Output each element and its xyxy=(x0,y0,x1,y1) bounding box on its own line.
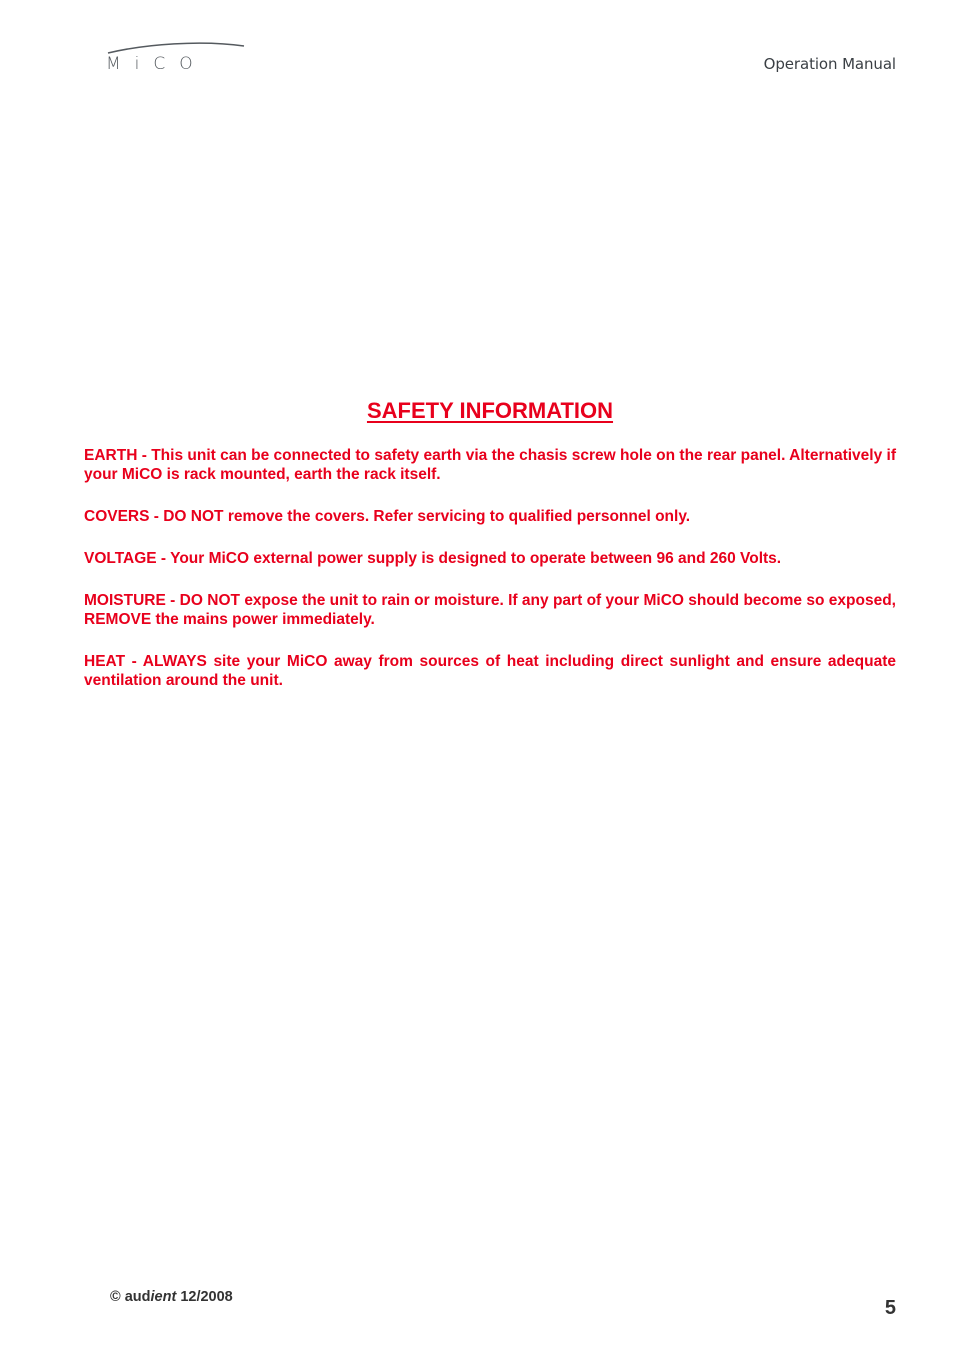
safety-item-lead: MOISTURE - DO NOT xyxy=(84,592,240,609)
page-number: 5 xyxy=(884,1297,896,1319)
copyright-symbol: © xyxy=(110,1289,121,1305)
safety-item-lead: HEAT - ALWAYS xyxy=(84,653,207,670)
document-title: Operation Manual xyxy=(763,55,896,73)
brand-name xyxy=(125,1289,177,1305)
safety-item-earth xyxy=(84,446,896,484)
safety-item-lead: EARTH - xyxy=(84,447,147,464)
safety-item-text: expose the unit to rain or moisture. If any part of your MiCO should become so exposed, REMOVE the mains power immediately. xyxy=(84,592,896,628)
safety-item-text: Your MiCO external power supply is designed to operate between 96 and 260 Volts. xyxy=(170,550,782,567)
footer-copyright xyxy=(110,1289,233,1305)
mico-logo xyxy=(106,40,246,80)
safety-item-lead: VOLTAGE - xyxy=(84,550,167,567)
safety-item-text: site your MiCO away from sources of heat including direct sunlight and ensure adequate ventilation around the unit. xyxy=(84,653,896,689)
logo-swoosh-icon xyxy=(106,40,246,54)
footer-date: 12/2008 xyxy=(180,1289,233,1305)
logo-text: MiCO xyxy=(106,54,207,74)
safety-list xyxy=(84,446,896,713)
brand-prefix: aud xyxy=(124,1289,151,1305)
safety-item-text: This unit can be connected to safety earth via the chasis screw hole on the rear panel. Alternatively if your MiCO is rack mounted, earth the rack itself. xyxy=(84,447,896,483)
safety-item-covers xyxy=(84,507,896,526)
safety-item-voltage xyxy=(84,549,896,568)
safety-item-text: remove the covers. Refer servicing to qualified personnel only. xyxy=(227,508,691,525)
brand-suffix: ient xyxy=(150,1289,177,1305)
safety-item-lead: COVERS - DO NOT xyxy=(84,508,224,525)
safety-item-heat xyxy=(84,652,896,690)
section-title: SAFETY INFORMATION xyxy=(366,398,614,423)
safety-item-moisture xyxy=(84,591,896,629)
